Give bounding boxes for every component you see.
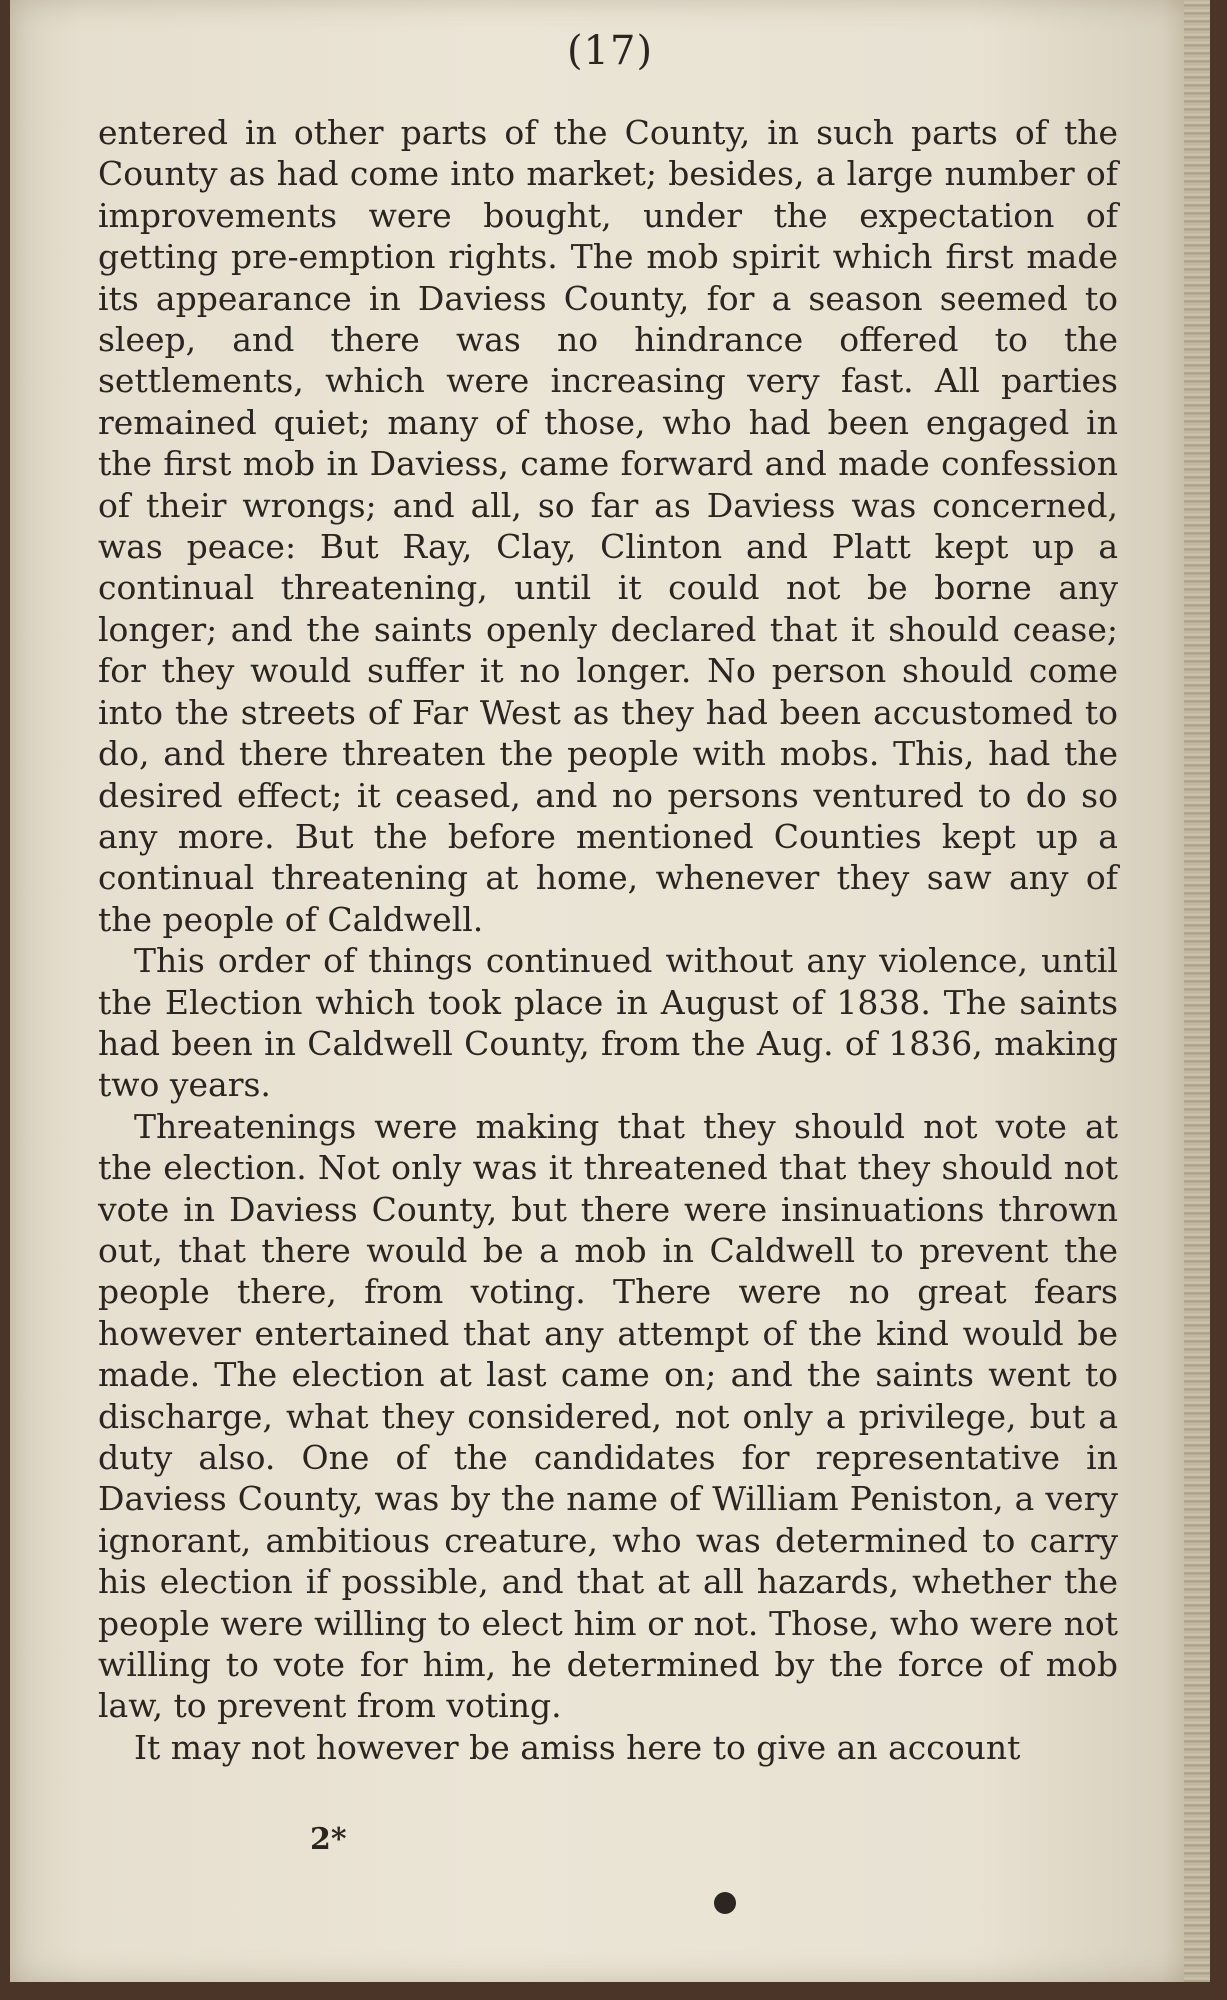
body-text xyxy=(98,112,1118,1768)
page-edge xyxy=(1184,0,1210,1982)
ink-spot xyxy=(714,1892,736,1914)
paragraph-4: It may not however be amiss here to give an account xyxy=(134,1727,1021,1767)
page-number: (17) xyxy=(566,28,654,74)
signature-mark: 2* xyxy=(310,1822,347,1857)
paragraph-2: This order of things continued without any violence, until the Election which took place in August of 1838. The saints had been in Caldwell County, from the Aug. of 1836, making two years. xyxy=(98,941,1118,1105)
paragraph-3: Threatenings were making that they should not vote at the election. Not only was it threatened that they should not vote in Daviess County, but there were insinuations thrown out, that there would be a mob in Caldwell to prevent the people there, from voting. There were no great fears however entertained that any attempt of the kind would be made. The election at last came on; and the saints went to discharge, what they considered, not only a privilege, but a duty also. One of the candidates for representative in Daviess County, was by the name of William Peniston, a very ignorant, ambitious creature, who was determined to carry his election if possible, and that at all hazards, whether the people were willing to elect him or not. Those, who were not willing to vote for him, he determined by the force of mob law, to prevent from voting. xyxy=(98,1106,1118,1726)
paragraph-1: entered in other parts of the County, in such parts of the County as had come into market; besides, a large number of improvements were bought, under the expectation of getting pre-emption rights. The mob spirit which first made its appearance in Daviess County, for a season seemed to sleep, and there was no hindrance offered to the settlements, which were increasing very fast. All parties remained quiet; many of those, who had been engaged in the first mob in Daviess, came forward and made confession of their wrongs; and all, so far as Daviess was concerned, was peace: But Ray, Clay, Clinton and Platt kept up a continual threatening, until it could not be borne any longer; and the saints openly declared that it should cease; for they would suffer it no longer. No person should come into the streets of Far West as they had been accustomed to do, and there threaten the people with mobs. This, had the desired effect; it ceased, and no persons ventured to do so any more. But the before mentioned Counties kept up a continual threatening at home, whenever they saw any of the people of Caldwell. xyxy=(98,113,1118,939)
book-page xyxy=(10,0,1210,1982)
